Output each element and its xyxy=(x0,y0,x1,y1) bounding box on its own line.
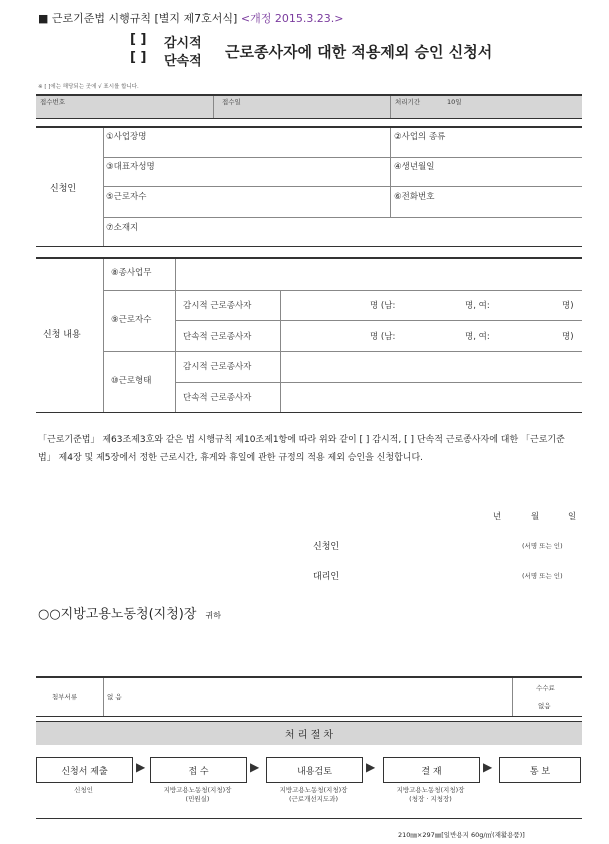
addressee-office: ○○지방고용노동청(지청)장 xyxy=(38,607,197,622)
form-header xyxy=(38,10,344,26)
step-approval-label: 결 재 xyxy=(421,766,442,777)
step-receipt-actor: 지방고용노동청(지청)장 (민원실) xyxy=(163,786,232,803)
arrow-right-icon: ▶ xyxy=(483,760,493,774)
job-field-label: ⑧종사업무 xyxy=(111,268,152,278)
checkbox-intermittent[interactable]: [ ] xyxy=(130,50,147,65)
receipt-date-label: 접수일 xyxy=(222,98,241,106)
page-title: 근로종사자에 대한 적용제외 승인 신청서 xyxy=(225,43,493,61)
step-review xyxy=(266,757,363,783)
attachments-label: 첨부서류 xyxy=(52,693,78,701)
phone-number-field[interactable]: ⑥전화번호 xyxy=(394,192,435,202)
arrow-right-icon: ▶ xyxy=(136,760,146,774)
surveillance-count-total[interactable]: 명 (남: xyxy=(370,301,396,311)
surveillance-count-female[interactable]: 명) xyxy=(562,301,574,311)
month-label[interactable]: 월 xyxy=(531,512,540,522)
checkbox-surveillance[interactable]: [ ] xyxy=(130,32,147,47)
paper-spec: 210㎜×297㎜[일반용지 60g/㎡(재활용품)] xyxy=(398,831,525,839)
intermittent-count-label: 단속적 근로종사자 xyxy=(183,332,252,342)
step-review-label: 내용검토 xyxy=(297,766,332,777)
receipt-row xyxy=(36,94,582,118)
year-label[interactable]: 년 xyxy=(493,512,502,522)
agent-sign-hint[interactable]: (서명 또는 인) xyxy=(522,572,563,580)
title-option-surveillance: 감시적 xyxy=(164,36,202,51)
application-statement: 「근로기준법」 제63조제3호와 같은 법 시행규칙 제10조제1항에 따라 위와 같이 [ ] 감시적, [ ] 단속적 근로종사자에 대한 「근로기준법」 제4장 및 제5장에서 정한 근로시간, 휴게와 휴일에 관한 규정의 적용 제외 승인을 신청합니다. xyxy=(38,435,565,463)
day-label[interactable]: 일 xyxy=(568,512,577,522)
attachments-value: 없 음 xyxy=(107,693,122,701)
applicant-section-label: 신청인 xyxy=(50,184,77,194)
arrow-right-icon: ▶ xyxy=(366,760,376,774)
step-submit-label: 신청서 제출 xyxy=(61,766,108,777)
processing-period-value: 10일 xyxy=(447,98,462,106)
title-option-intermittent: 단속적 xyxy=(164,54,202,69)
intermittent-count-female[interactable]: 명) xyxy=(562,332,574,342)
step-approval xyxy=(383,757,480,783)
revision-date: <개정 2015.3.23.> xyxy=(240,12,344,25)
step-approval-actor: 지방고용노동청(지청)장 (청장 · 지청장) xyxy=(396,786,465,803)
step-receipt xyxy=(150,757,247,783)
intermittent-count-total[interactable]: 명 (남: xyxy=(370,332,396,342)
addressee xyxy=(38,603,221,622)
procedure-title: 처 리 절 차 xyxy=(284,729,334,741)
surveillance-count-label: 감시적 근로종사자 xyxy=(183,301,252,311)
worker-count-label: ⑨근로자수 xyxy=(111,315,152,325)
content-section-label: 신청 내용 xyxy=(43,330,81,340)
business-type-field[interactable]: ②사업의 종류 xyxy=(394,132,446,142)
fee-value: 없음 xyxy=(538,702,551,710)
procedure-header xyxy=(36,721,582,745)
applicant-sign-hint[interactable]: (서명 또는 인) xyxy=(522,542,563,550)
title-block xyxy=(130,30,530,70)
birthdate-field[interactable]: ④생년월일 xyxy=(394,162,435,172)
arrow-right-icon: ▶ xyxy=(250,760,260,774)
job-input[interactable] xyxy=(175,259,582,290)
agent-signature-label: 대리인 xyxy=(313,572,340,582)
applicant-signature-label: 신청인 xyxy=(313,542,340,552)
step-submit-actor: 신청인 xyxy=(74,786,93,794)
address-field[interactable]: ⑦소재지 xyxy=(106,223,139,233)
work-type-intermittent-input[interactable] xyxy=(281,383,582,412)
work-type-label: ⑩근로형태 xyxy=(111,376,152,386)
intermittent-count-male[interactable]: 명, 여: xyxy=(465,332,490,342)
work-type-surveillance: 감시적 근로종사자 xyxy=(183,362,252,372)
work-type-surveillance-input[interactable] xyxy=(281,352,582,382)
representative-name-field[interactable]: ③대표자성명 xyxy=(106,162,155,172)
addressee-suffix: 귀하 xyxy=(205,611,221,620)
step-submit xyxy=(36,757,133,783)
step-review-actor: 지방고용노동청(지청)장 (근로개선지도과) xyxy=(279,786,348,803)
form-reference: ■ 근로기준법 시행규칙 [별지 제7호서식] xyxy=(38,12,238,25)
business-name-field[interactable]: ①사업장명 xyxy=(106,132,147,142)
step-notify-label: 통 보 xyxy=(529,766,551,777)
surveillance-count-male[interactable]: 명, 여: xyxy=(465,301,490,311)
receipt-number-label: 접수번호 xyxy=(40,98,66,106)
step-receipt-label: 접 수 xyxy=(188,766,209,777)
fee-label: 수수료 xyxy=(536,684,555,692)
step-notify xyxy=(499,757,581,783)
worker-count-field[interactable]: ⑤근로자수 xyxy=(106,192,147,202)
checkbox-note: ※ [ ]에는 해당되는 곳에 √ 표시를 합니다. xyxy=(38,84,139,90)
work-type-intermittent: 단속적 근로종사자 xyxy=(183,393,252,403)
processing-period-label: 처리기간 xyxy=(395,98,421,106)
